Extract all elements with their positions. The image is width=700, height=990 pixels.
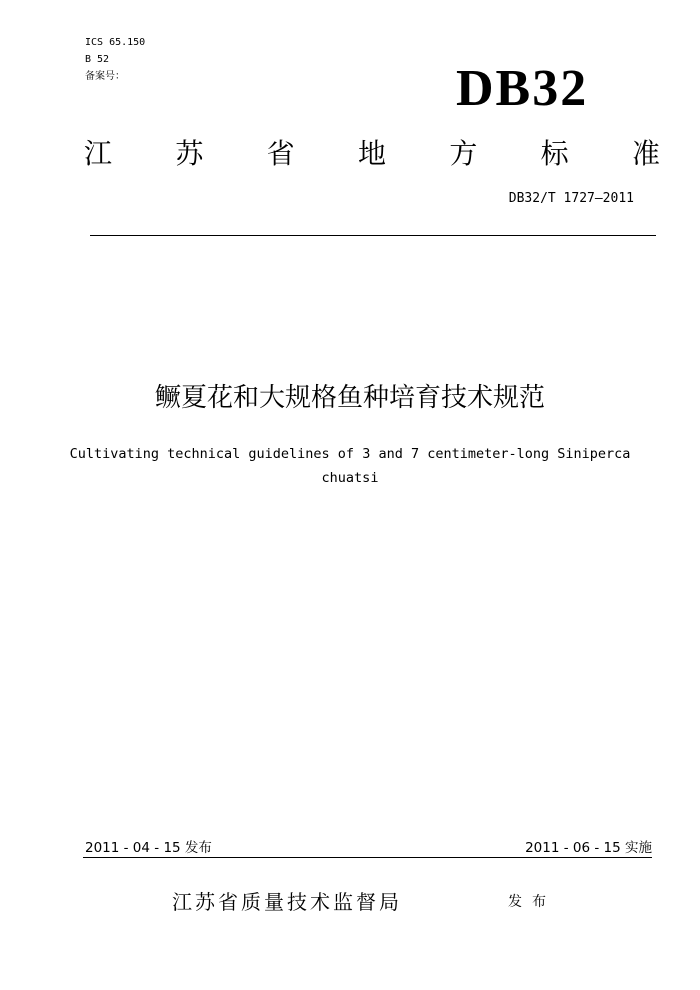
publish-label: 发布: [508, 894, 556, 910]
standard-type-char: 地: [357, 137, 386, 170]
classification-code: B 52: [85, 54, 110, 65]
standard-type-heading: [84, 134, 660, 174]
registration-label: 备案号：: [85, 71, 125, 82]
standard-type-char: 标: [540, 137, 569, 170]
header-divider: [90, 235, 656, 236]
ics-code: ICS 65.150: [85, 37, 146, 48]
standard-type-char: 苏: [175, 137, 204, 170]
publisher-name: 江苏省质量技术监督局: [172, 890, 402, 914]
document-title-chinese: [0, 380, 700, 416]
standard-type-char: 方: [449, 137, 478, 170]
document-title-english: Cultivating technical guidelines of 3 and 7 centimeter-long Siniperca chuatsi: [69, 446, 631, 486]
document-title-chinese-text: 鳜夏花和大规格鱼种培育技术规范: [154, 383, 545, 413]
implementation-date: 2011 - 06 - 15 实施: [525, 840, 652, 856]
standard-logo: DB32: [456, 60, 589, 117]
issue-date: 2011 - 04 - 15 发布: [85, 840, 212, 856]
standard-type-char: 省: [266, 137, 295, 170]
footer-divider: [83, 857, 652, 858]
standard-number: DB32/T 1727—2011: [508, 191, 634, 206]
standard-type-char: 江: [84, 137, 113, 170]
standard-type-char: 准: [631, 137, 660, 170]
